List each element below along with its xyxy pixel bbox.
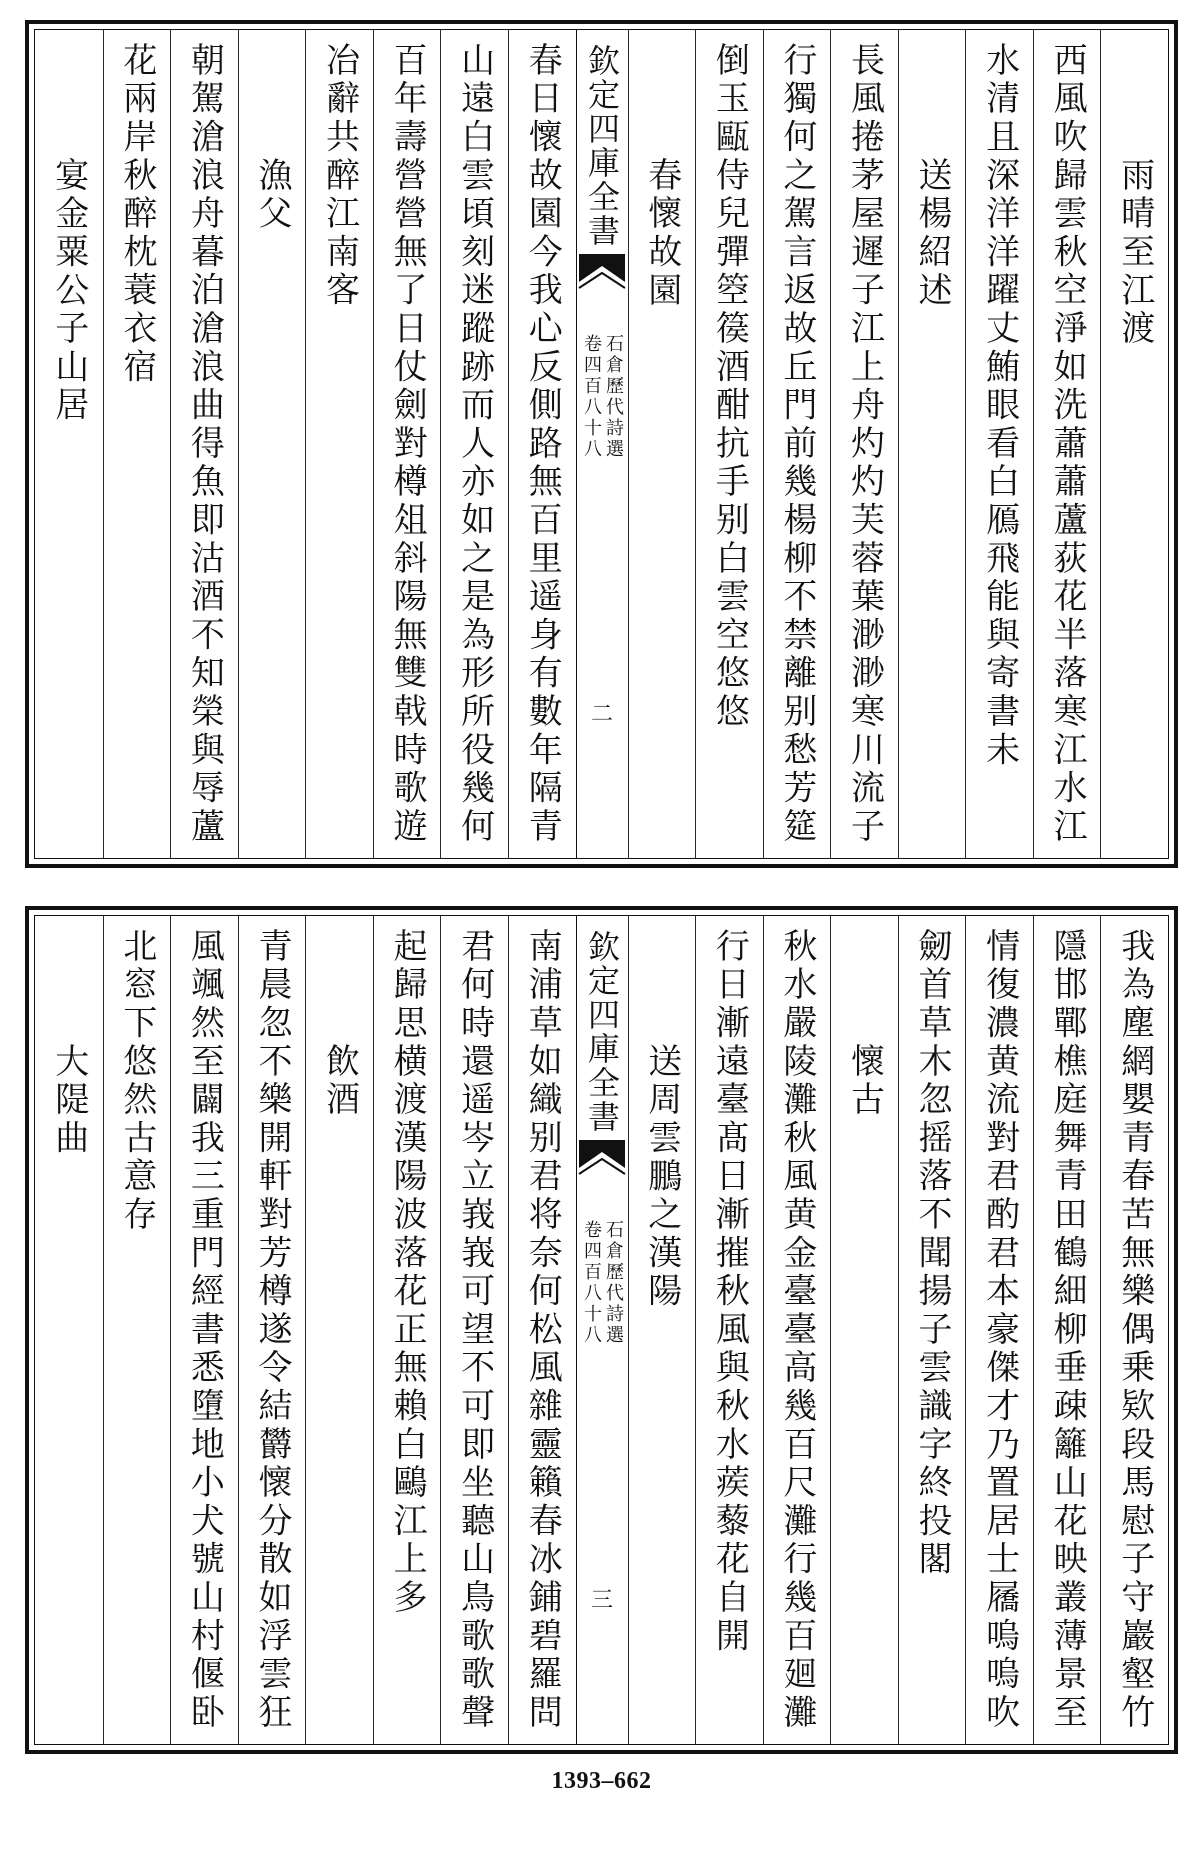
poem-title: 懷古 [844,1043,885,1120]
column-text: 風颯然至闢我三重門經書悉墮地小犬號山村偃卧 [184,928,225,1733]
collection-title: 石倉歷代詩選 [603,334,624,460]
poem-title-column [628,30,696,858]
text-column [830,30,898,858]
poem-title: 飲酒 [319,1043,360,1120]
text-column [763,916,831,1744]
text-column [508,916,576,1744]
text-column [695,30,763,858]
text-column [440,916,508,1744]
column-text: 倒玉甌侍兒彈箜篌酒酣抗手别白雲空悠悠 [709,42,750,732]
poem-title-column [35,30,103,858]
text-frame [34,915,1169,1745]
column-text: 秋水嚴陵灘秋風黄金臺臺高幾百尺灘行幾百廻灘 [776,928,817,1733]
poem-title-column [35,916,103,1744]
page-panel-bottom [25,906,1178,1754]
folio-number: 二 [590,702,613,727]
column-text: 劒首草木忽摇落不聞揚子雲識字終投閣 [912,928,953,1580]
center-fold-column [576,30,628,858]
folio-number: 三 [590,1588,613,1613]
volume-number: 卷四百八十八 [581,1220,602,1346]
column-text: 君何時還遥岑立峩峩可望不可即坐聽山鳥歌歌聲 [454,928,495,1733]
fishtail-mark [577,254,627,294]
book-header: 欽定四庫全書 [583,44,621,248]
volume-number: 卷四百八十八 [581,334,602,460]
poem-title: 大隄曲 [48,1043,89,1158]
text-column [1033,30,1101,858]
column-text: 行獨何之駕言返故丘門前幾楊柳不禁離别愁芳筵 [776,42,817,847]
poem-title-column [238,30,306,858]
column-text: 水清且深洋洋躍丈鮪眼看白鴈飛能與寄書未 [979,42,1020,770]
fishtail-mark [577,1140,627,1180]
column-text: 冶辭共醉江南客 [319,42,360,311]
text-column [763,30,831,858]
column-text: 起歸思横渡漢陽波落花正無賴白鷗江上多 [387,928,428,1618]
column-text: 南浦草如織别君将奈何松風雜靈籟春冰鋪碧羅問 [522,928,563,1733]
poem-title-column [898,30,966,858]
center-fold-column [576,916,628,1744]
text-column [170,916,238,1744]
text-column [1033,916,1101,1744]
column-text: 百年壽營營無了日仗劍對樽俎斜陽無雙戟時歌遊 [387,42,428,847]
text-column [898,916,966,1744]
column-text: 青晨忽不樂開軒對芳樽遂令結欝懷分散如浮雲狂 [251,928,292,1733]
column-text: 花兩岸秋醉枕蓑衣宿 [116,42,157,387]
text-column [170,30,238,858]
text-column [965,30,1033,858]
page-panel-top [25,20,1178,868]
text-column [965,916,1033,1744]
book-header: 欽定四庫全書 [583,930,621,1134]
poem-title-column [628,916,696,1744]
poem-title: 漁父 [251,157,292,234]
collection-title: 石倉歷代詩選 [603,1220,624,1346]
text-column [103,30,171,858]
poem-title-column [305,916,373,1744]
text-column [695,916,763,1744]
text-column [103,916,171,1744]
poem-title: 宴金粟公子山居 [48,157,89,426]
column-text: 隱邯鄲樵庭舞青田鶴細柳垂疎籬山花映叢薄景至 [1047,928,1088,1733]
page-number-footer: 1393–662 [551,1768,652,1794]
poem-title: 春懷故園 [641,157,682,311]
column-text: 行日漸遠臺髙日漸摧秋風與秋水蒺藜花自開 [709,928,750,1656]
poem-title-column [1100,30,1168,858]
column-text: 山遠白雲頃刻迷蹤跡而人亦如之是為形所役幾何 [454,42,495,847]
text-column [305,30,373,858]
text-column [373,916,441,1744]
text-column [440,30,508,858]
poem-title: 送楊紹述 [912,157,953,311]
poem-title: 雨晴至江渡 [1114,157,1155,349]
text-column [1100,916,1168,1744]
column-text: 春日懷故園今我心反側路無百里遥身有數年隔青 [522,42,563,847]
column-text: 情復濃黄流對君酌君本豪傑才乃置居士屩嗚嗚吹 [979,928,1020,1733]
poem-title: 送周雲鵬之漢陽 [641,1043,682,1312]
text-column [238,916,306,1744]
column-text: 我為塵網嬰青春苦無樂偶乗欵段馬慰子守巖壑竹 [1114,928,1155,1733]
text-column [373,30,441,858]
column-text: 北窓下悠然古意存 [116,928,157,1235]
column-text: 朝駕滄浪舟暮泊滄浪曲得魚即沽酒不知榮與辱蘆 [184,42,225,847]
text-frame [34,29,1169,859]
text-column [508,30,576,858]
poem-title-column [830,916,898,1744]
column-text: 長風捲茅屋遲子江上舟灼灼芙蓉葉渺渺寒川流子 [844,42,885,847]
volume-info [582,334,622,460]
column-text: 西風吹歸雲秋空淨如洗蕭蕭蘆荻花半落寒江水江 [1047,42,1088,847]
volume-info [582,1220,622,1346]
